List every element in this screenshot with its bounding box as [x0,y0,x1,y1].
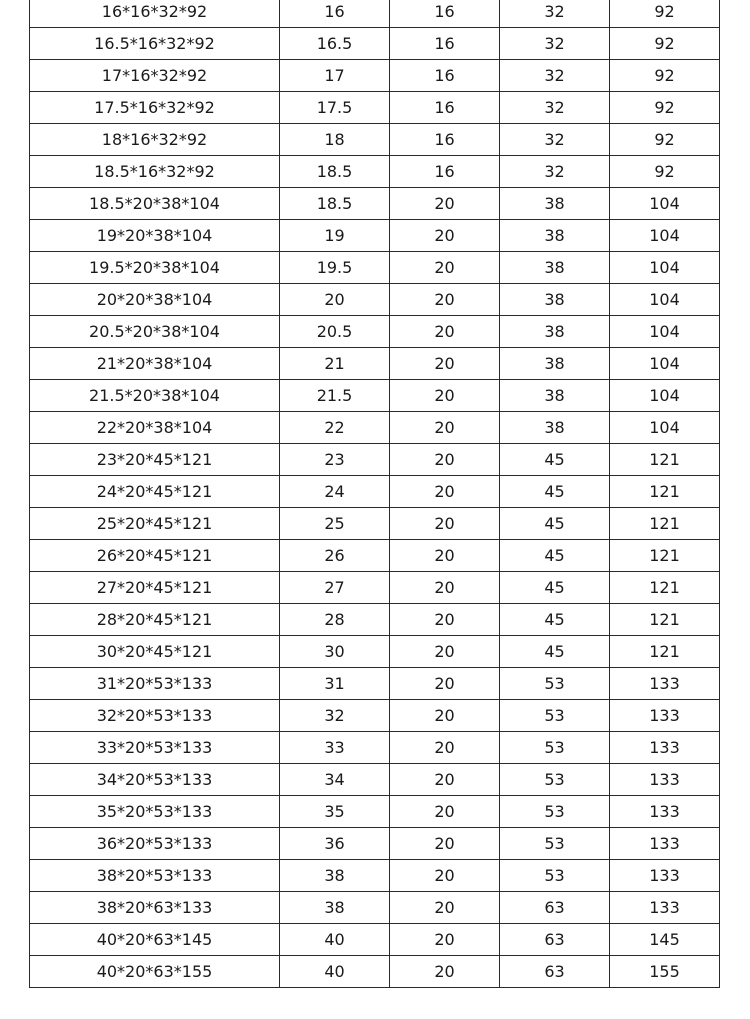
model-cell: 19.5*20*38*104 [30,252,280,284]
table-row [30,444,720,476]
value-cell: 133 [610,860,720,892]
value-cell: 20 [390,348,500,380]
value-cell: 31 [280,668,390,700]
value-cell: 92 [610,124,720,156]
value-cell: 30 [280,636,390,668]
value-cell: 92 [610,60,720,92]
value-cell: 20 [390,700,500,732]
model-cell: 17.5*16*32*92 [30,92,280,124]
value-cell: 20 [390,924,500,956]
value-cell: 92 [610,156,720,188]
table-row [30,636,720,668]
value-cell: 18.5 [280,188,390,220]
value-cell: 38 [280,860,390,892]
value-cell: 133 [610,892,720,924]
value-cell: 20 [390,188,500,220]
value-cell: 17 [280,60,390,92]
value-cell: 20 [390,732,500,764]
value-cell: 38 [500,380,610,412]
value-cell: 20 [390,572,500,604]
model-cell: 18*16*32*92 [30,124,280,156]
value-cell: 38 [500,220,610,252]
value-cell: 121 [610,444,720,476]
value-cell: 53 [500,668,610,700]
model-cell: 28*20*45*121 [30,604,280,636]
value-cell: 53 [500,732,610,764]
value-cell: 20 [390,540,500,572]
value-cell: 16 [390,92,500,124]
value-cell: 45 [500,636,610,668]
value-cell: 104 [610,220,720,252]
model-cell: 18.5*20*38*104 [30,188,280,220]
value-cell: 38 [500,412,610,444]
value-cell: 21.5 [280,380,390,412]
value-cell: 20.5 [280,316,390,348]
value-cell: 38 [500,348,610,380]
table-row [30,156,720,188]
value-cell: 121 [610,476,720,508]
value-cell: 16.5 [280,28,390,60]
table-row [30,700,720,732]
value-cell: 104 [610,252,720,284]
value-cell: 40 [280,956,390,988]
table-row [30,348,720,380]
value-cell: 20 [390,860,500,892]
value-cell: 133 [610,828,720,860]
table-row [30,508,720,540]
value-cell: 20 [390,668,500,700]
value-cell: 32 [500,92,610,124]
model-cell: 34*20*53*133 [30,764,280,796]
table-row [30,764,720,796]
value-cell: 133 [610,764,720,796]
model-cell: 36*20*53*133 [30,828,280,860]
table-row [30,892,720,924]
value-cell: 20 [390,636,500,668]
model-cell: 21*20*38*104 [30,348,280,380]
value-cell: 155 [610,956,720,988]
table-row [30,732,720,764]
model-cell: 21.5*20*38*104 [30,380,280,412]
value-cell: 45 [500,540,610,572]
table-row [30,0,720,28]
value-cell: 19.5 [280,252,390,284]
value-cell: 20 [390,764,500,796]
value-cell: 104 [610,412,720,444]
model-cell: 17*16*32*92 [30,60,280,92]
model-cell: 32*20*53*133 [30,700,280,732]
table-row [30,604,720,636]
model-cell: 20*20*38*104 [30,284,280,316]
value-cell: 16 [390,60,500,92]
table-row [30,252,720,284]
value-cell: 16 [280,0,390,28]
value-cell: 28 [280,604,390,636]
value-cell: 121 [610,604,720,636]
value-cell: 133 [610,668,720,700]
value-cell: 32 [500,60,610,92]
table-row [30,412,720,444]
value-cell: 23 [280,444,390,476]
model-cell: 22*20*38*104 [30,412,280,444]
value-cell: 35 [280,796,390,828]
model-cell: 40*20*63*145 [30,924,280,956]
value-cell: 53 [500,764,610,796]
model-cell: 38*20*53*133 [30,860,280,892]
value-cell: 24 [280,476,390,508]
model-cell: 16*16*32*92 [30,0,280,28]
value-cell: 32 [500,124,610,156]
value-cell: 45 [500,604,610,636]
value-cell: 20 [390,316,500,348]
value-cell: 45 [500,444,610,476]
value-cell: 92 [610,92,720,124]
value-cell: 16 [390,124,500,156]
value-cell: 20 [390,220,500,252]
table-row [30,284,720,316]
value-cell: 133 [610,732,720,764]
value-cell: 104 [610,284,720,316]
model-cell: 27*20*45*121 [30,572,280,604]
model-cell: 18.5*16*32*92 [30,156,280,188]
value-cell: 92 [610,0,720,28]
value-cell: 20 [390,508,500,540]
value-cell: 145 [610,924,720,956]
table-row [30,668,720,700]
model-cell: 19*20*38*104 [30,220,280,252]
value-cell: 33 [280,732,390,764]
model-cell: 40*20*63*155 [30,956,280,988]
value-cell: 18.5 [280,156,390,188]
value-cell: 20 [390,604,500,636]
value-cell: 53 [500,700,610,732]
value-cell: 38 [280,892,390,924]
table-row [30,572,720,604]
value-cell: 53 [500,828,610,860]
value-cell: 32 [500,156,610,188]
value-cell: 63 [500,956,610,988]
value-cell: 25 [280,508,390,540]
model-cell: 24*20*45*121 [30,476,280,508]
value-cell: 32 [500,0,610,28]
model-cell: 38*20*63*133 [30,892,280,924]
value-cell: 27 [280,572,390,604]
value-cell: 20 [390,828,500,860]
value-cell: 16 [390,28,500,60]
value-cell: 26 [280,540,390,572]
value-cell: 20 [390,444,500,476]
value-cell: 21 [280,348,390,380]
table-row [30,796,720,828]
value-cell: 17.5 [280,92,390,124]
table-row [30,924,720,956]
value-cell: 38 [500,252,610,284]
value-cell: 20 [390,284,500,316]
value-cell: 38 [500,188,610,220]
value-cell: 104 [610,316,720,348]
model-cell: 33*20*53*133 [30,732,280,764]
spec-table [29,0,720,988]
value-cell: 121 [610,572,720,604]
value-cell: 20 [390,892,500,924]
model-cell: 23*20*45*121 [30,444,280,476]
value-cell: 20 [390,476,500,508]
value-cell: 20 [390,412,500,444]
value-cell: 22 [280,412,390,444]
value-cell: 40 [280,924,390,956]
model-cell: 30*20*45*121 [30,636,280,668]
spec-table-body [30,0,720,988]
model-cell: 35*20*53*133 [30,796,280,828]
model-cell: 20.5*20*38*104 [30,316,280,348]
value-cell: 121 [610,636,720,668]
value-cell: 45 [500,476,610,508]
value-cell: 38 [500,316,610,348]
value-cell: 16 [390,0,500,28]
table-row [30,476,720,508]
value-cell: 36 [280,828,390,860]
table-row [30,540,720,572]
model-cell: 31*20*53*133 [30,668,280,700]
value-cell: 63 [500,924,610,956]
value-cell: 19 [280,220,390,252]
value-cell: 133 [610,796,720,828]
model-cell: 16.5*16*32*92 [30,28,280,60]
table-row [30,188,720,220]
model-cell: 26*20*45*121 [30,540,280,572]
value-cell: 133 [610,700,720,732]
value-cell: 45 [500,572,610,604]
table-row [30,316,720,348]
model-cell: 25*20*45*121 [30,508,280,540]
value-cell: 20 [280,284,390,316]
value-cell: 104 [610,188,720,220]
value-cell: 20 [390,956,500,988]
value-cell: 104 [610,380,720,412]
value-cell: 38 [500,284,610,316]
table-row [30,956,720,988]
value-cell: 53 [500,796,610,828]
value-cell: 34 [280,764,390,796]
value-cell: 104 [610,348,720,380]
table-row [30,220,720,252]
value-cell: 92 [610,28,720,60]
value-cell: 32 [500,28,610,60]
value-cell: 20 [390,796,500,828]
value-cell: 121 [610,540,720,572]
table-row [30,828,720,860]
value-cell: 20 [390,380,500,412]
table-row [30,60,720,92]
table-row [30,28,720,60]
value-cell: 16 [390,156,500,188]
table-row [30,380,720,412]
value-cell: 53 [500,860,610,892]
value-cell: 63 [500,892,610,924]
value-cell: 18 [280,124,390,156]
value-cell: 45 [500,508,610,540]
table-row [30,860,720,892]
table-row [30,92,720,124]
value-cell: 32 [280,700,390,732]
value-cell: 121 [610,508,720,540]
value-cell: 20 [390,252,500,284]
table-row [30,124,720,156]
